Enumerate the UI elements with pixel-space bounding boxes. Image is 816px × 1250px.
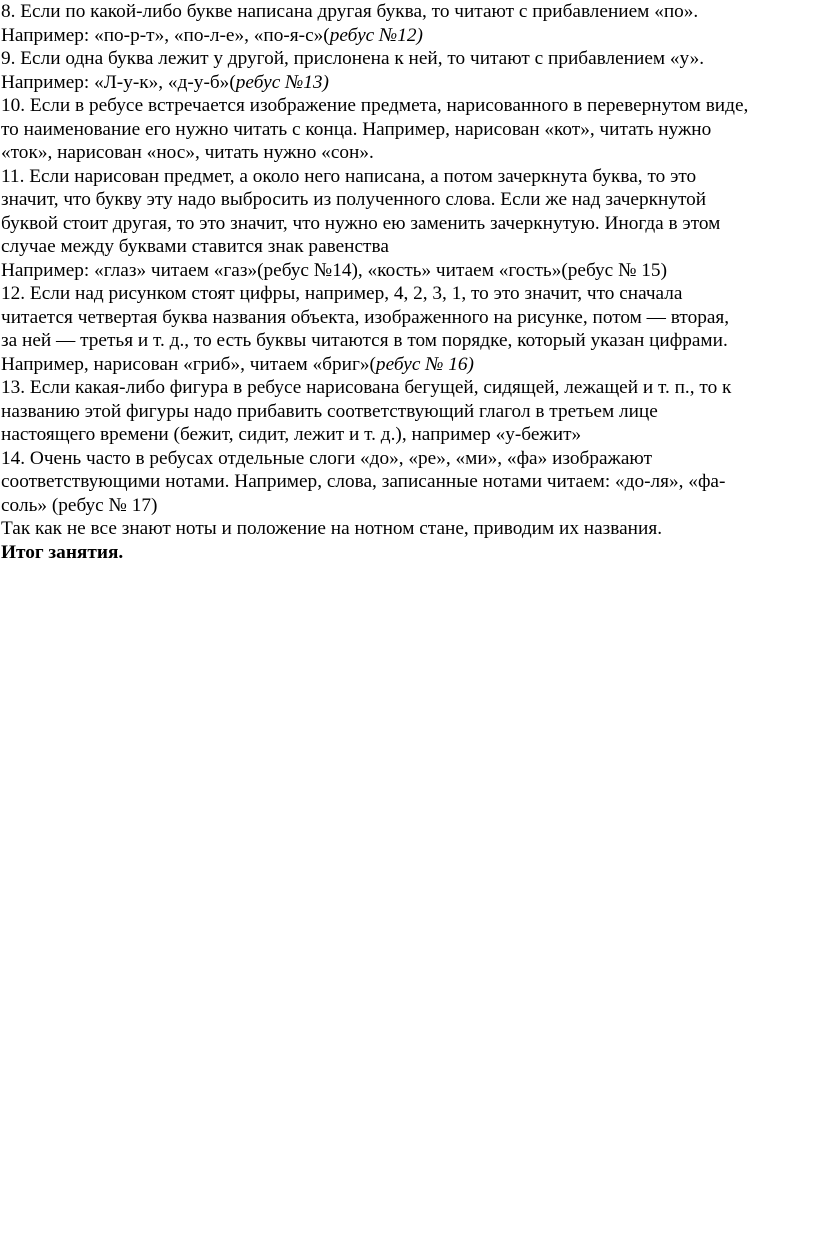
- text-line: [1, 517, 813, 541]
- text-span: настоящего времени (бежит, сидит, лежит и т. д.), например «у-бежит»: [1, 424, 582, 445]
- text-line: [1, 141, 813, 165]
- document-text: [1, 0, 813, 564]
- text-line: [1, 353, 813, 377]
- text-span: 14. Очень часто в ребусах отдельные слоги «до», «ре», «ми», «фа» изображают: [1, 447, 653, 469]
- text-span: Например: «Л-у-к», «д-у-б»(: [1, 71, 236, 93]
- text-span: 9. Если одна буква лежит у другой, прислонена к ней, то читают с прибавлением «у».: [1, 48, 705, 69]
- text-line: [1, 118, 813, 142]
- text-span: читается четвертая буква названия объекта, изображенного на рисунке, потом — вторая,: [1, 306, 730, 328]
- text-line: [1, 329, 813, 353]
- text-span: 10. Если в ребусе встречается изображение предмета, нарисованного в перевернутом виде,: [1, 95, 749, 116]
- text-line: [1, 494, 813, 518]
- text-span: Так как не все знают ноты и положение на нотном стане, приводим их названия.: [1, 518, 663, 539]
- text-span: Например: «по-р-т», «по-л-е», «по-я-с»(: [1, 24, 330, 46]
- text-span: 11. Если нарисован предмет, а около него написана, а потом зачеркнута буква, то это: [1, 165, 697, 187]
- text-line: [1, 165, 813, 189]
- text-span: значит, что букву эту надо выбросить из полученного слова. Если же над зачеркнутой: [1, 189, 707, 210]
- text-line: [1, 423, 813, 447]
- text-line: [1, 0, 813, 24]
- text-line: [1, 306, 813, 330]
- text-line: [1, 47, 813, 71]
- italic-reference: ребус №12): [329, 24, 423, 46]
- text-line: [1, 212, 813, 236]
- text-line: [1, 470, 813, 494]
- text-span: Например: «глаз» читаем «газ»(ребус №14), «кость» читаем «гость»(ребус № 15): [1, 259, 667, 281]
- text-span: 13. Если какая-либо фигура в ребусе нарисована бегущей, сидящей, лежащей и т. п., то к: [1, 377, 732, 398]
- text-line: [1, 376, 813, 400]
- text-span: 8. Если по какой-либо букве написана другая буква, то читают с прибавлением «по».: [1, 1, 699, 22]
- text-span: то наименование его нужно читать с конца. Например, нарисован «кот», читать нужно: [1, 118, 712, 140]
- text-line: [1, 282, 813, 306]
- text-line: [1, 259, 813, 283]
- text-line: [1, 24, 813, 48]
- text-span: соль» (ребус № 17): [1, 494, 158, 516]
- text-line: [1, 447, 813, 471]
- text-span: буквой стоит другая, то это значит, что нужно ею заменить зачеркнутую. Иногда в этом: [1, 212, 721, 234]
- text-span: «ток», нарисован «нос», читать нужно «сон».: [1, 142, 374, 163]
- italic-reference: ребус №13): [235, 71, 329, 93]
- text-span: 12. Если над рисунком стоят цифры, например, 4, 2, 3, 1, то это значит, что сначала: [1, 283, 683, 304]
- text-line: [1, 188, 813, 212]
- bold-heading: Итог занятия.: [1, 541, 124, 563]
- text-line: [1, 71, 813, 95]
- text-span: соответствующими нотами. Например, слова, записанные нотами читаем: «до-ля», «фа-: [1, 471, 726, 492]
- text-span: случае между буквами ставится знак равенства: [1, 236, 389, 257]
- text-span: за ней — третья и т. д., то есть буквы читаются в том порядке, который указан цифрами.: [1, 330, 728, 351]
- text-line: [1, 94, 813, 118]
- text-span: Например, нарисован «гриб», читаем «бриг»(: [1, 353, 376, 375]
- italic-reference: ребус № 16): [375, 353, 474, 375]
- text-line: [1, 541, 813, 565]
- text-line: [1, 400, 813, 424]
- text-span: названию этой фигуры надо прибавить соответствующий глагол в третьем лице: [1, 400, 658, 422]
- text-line: [1, 235, 813, 259]
